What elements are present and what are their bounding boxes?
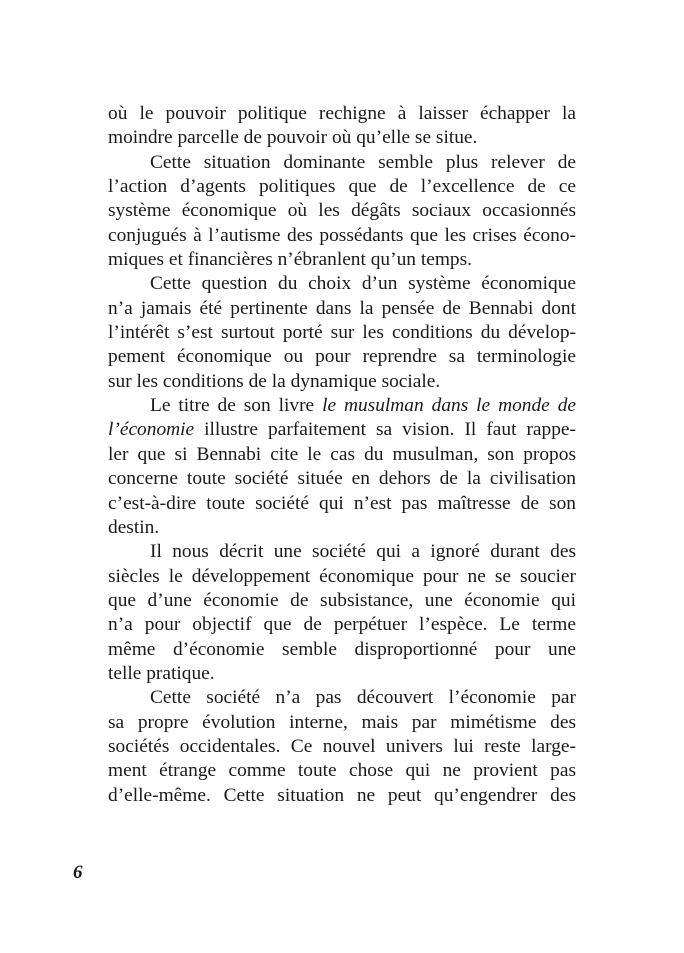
- text-line: ler que si Bennabi cite le cas du musulman, son propos: [108, 443, 576, 465]
- text-line: telle pratique.: [108, 662, 215, 684]
- text-line: Cette question du choix d’un système économique: [150, 273, 576, 295]
- paragraph-5: [108, 540, 576, 686]
- text-line: d’elle-même. Cette situation ne peut qu’engendrer des: [108, 784, 576, 806]
- paragraph-2: [108, 151, 576, 273]
- text-line: sur les conditions de la dynamique sociale.: [108, 370, 441, 392]
- text-line: sociétés occidentales. Ce nouvel univers lui reste large-: [108, 735, 576, 757]
- text-line: l’intérêt s’est surtout porté sur les conditions du dévelop-: [108, 322, 576, 344]
- text-line: c’est-à-dire toute société qui n’est pas maîtresse de son: [108, 492, 576, 514]
- text-line: siècles le développement économique pour ne se soucier: [108, 565, 576, 587]
- text-line: que d’une économie de subsistance, une économie qui: [108, 589, 576, 611]
- book-title-italic: le musulman dans le monde de: [322, 395, 577, 417]
- text-line: moindre parcelle de pouvoir où qu’elle se situe.: [108, 127, 478, 149]
- book-title-italic: l’économie: [108, 419, 195, 441]
- text-line: Il nous décrit une société qui a ignoré durant des: [150, 541, 576, 563]
- text-line: l’action d’agents politiques que de l’excellence de ce: [108, 176, 576, 198]
- text-line: concerne toute société située en dehors de la civilisation: [108, 468, 576, 490]
- text-line: même d’économie semble disproportionné pour une: [108, 638, 576, 660]
- text-line: Cette société n’a pas découvert l’économie par: [150, 687, 576, 709]
- paragraph-3: [108, 272, 576, 394]
- text-line: n’a pour objectif que de perpétuer l’espèce. Le terme: [108, 614, 576, 636]
- text-line: [108, 394, 576, 418]
- text-line: [108, 418, 576, 442]
- paragraph-6: [108, 686, 576, 808]
- page-number: 6: [73, 862, 83, 883]
- text-line: miques et financières n’ébranlent qu’un temps.: [108, 249, 472, 271]
- text-line: système économique où les dégâts sociaux occasionnés: [108, 200, 576, 222]
- text-run: illustre parfaitement sa vision. Il faut rappe-: [194, 419, 576, 441]
- text-run: Le titre de son livre: [150, 395, 323, 417]
- text-line: où le pouvoir politique rechigne à laisser échapper la: [108, 103, 576, 124]
- text-line: destin.: [108, 516, 160, 538]
- text-line: n’a jamais été pertinente dans la pensée de Bennabi dont: [108, 297, 576, 319]
- text-line: pement économique ou pour reprendre sa terminologie: [108, 346, 576, 368]
- paragraph-4: [108, 394, 576, 540]
- text-line: ment étrange comme toute chose qui ne provient pas: [108, 760, 576, 782]
- text-line: Cette situation dominante semble plus relever de: [150, 151, 576, 173]
- text-line: sa propre évolution interne, mais par mimétisme des: [108, 711, 576, 733]
- text-line: conjugués à l’autisme des possédants que les crises écono-: [108, 224, 576, 246]
- paragraph-1: [108, 102, 576, 151]
- body-text: [108, 102, 576, 808]
